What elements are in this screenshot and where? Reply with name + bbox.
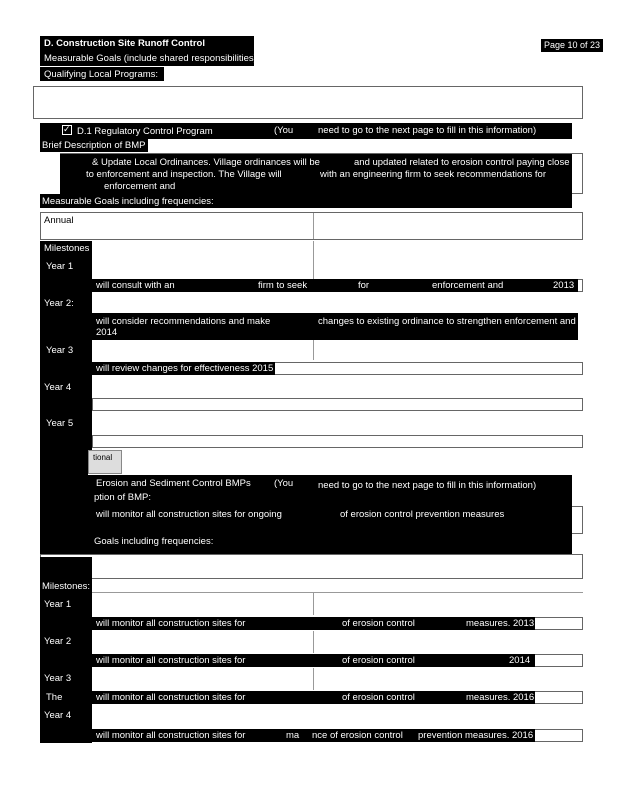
bmp2-note: need to go to the next page to fill in this information) xyxy=(318,480,537,491)
bmp2-desc-b: of erosion control prevention measures xyxy=(340,509,505,520)
bmp2-year3-a: will monitor all construction sites for xyxy=(96,692,246,703)
bmp1-title xyxy=(62,125,213,138)
bmp1-year2-c: 2014 xyxy=(96,327,118,338)
measurable-goals-label: Measurable Goals (include shared responsibilities) xyxy=(44,53,257,64)
bmp2-year1-label: Year 1 xyxy=(44,599,72,610)
bmp1-year5-label: Year 5 xyxy=(46,418,74,429)
bmp2-year3-prefix: The xyxy=(46,692,63,703)
qualifying-programs-field[interactable] xyxy=(33,86,583,119)
bmp1-note: need to go to the next page to fill in this information) xyxy=(318,125,537,136)
bmp1-goals-label: Measurable Goals including frequencies: xyxy=(42,196,214,207)
bmp1-milestones: Milestones xyxy=(44,243,90,254)
bmp2-left-column-upper xyxy=(40,450,88,480)
bmp1-year1-a: will consult with an xyxy=(96,280,175,291)
bmp1-annual-label: Annual xyxy=(44,215,74,226)
qualifying-label: Qualifying Local Programs: xyxy=(44,69,159,80)
bmp2-year1-a: will monitor all construction sites for xyxy=(96,618,246,629)
bmp2-year4-a: will monitor all construction sites for xyxy=(96,730,246,741)
bmp1-year1-d: enforcement and xyxy=(432,280,504,291)
bmp2-note-you: (You xyxy=(274,478,294,489)
bmp1-year1-b: firm to seek xyxy=(258,280,308,291)
bmp1-year2-label: Year 2: xyxy=(44,298,74,309)
bmp1-year3-label: Year 3 xyxy=(46,345,74,356)
bmp2-year2-c: 2014 xyxy=(509,655,531,666)
bmp2-year2-label: Year 2 xyxy=(44,636,72,647)
bmp1-title-text: D.1 Regulatory Control Program xyxy=(77,126,213,137)
bmp2-year2-b: of erosion control xyxy=(342,655,415,666)
bmp2-divider-3 xyxy=(313,668,314,690)
bmp2-goals-label: Goals including frequencies: xyxy=(94,536,214,547)
bmp2-goals-field[interactable] xyxy=(40,554,583,579)
bmp1-year2-a: will consider recommendations and make xyxy=(96,316,271,327)
bmp2-year3-c: measures. 2016 xyxy=(466,692,535,703)
annual-divider xyxy=(313,213,314,239)
bmp1-year4-label: Year 4 xyxy=(44,382,72,393)
milestones-divider-2 xyxy=(313,340,314,360)
bmp1-year2-b: changes to existing ordinance to strengthen enforcement and xyxy=(318,316,576,327)
bmp1-year3-a: will review changes for effectiveness 2015 xyxy=(96,363,274,374)
bmp2-desc-a: will monitor all construction sites for ongoing xyxy=(96,509,282,520)
bmp2-year4-c: nce of erosion control xyxy=(312,730,403,741)
optional-bmp-tab[interactable] xyxy=(88,450,122,474)
bmp2-desc-label: ption of BMP: xyxy=(94,492,152,503)
bmp1-desc-line2a: to enforcement and inspection. The Village will xyxy=(86,169,282,180)
bmp2-year4-prefix-redaction xyxy=(40,729,92,743)
bmp2-year2-a: will monitor all construction sites for xyxy=(96,655,246,666)
section-title: D. Construction Site Runoff Control xyxy=(44,38,205,49)
bmp2-year4-b: ma xyxy=(286,730,300,741)
milestones-divider xyxy=(313,241,314,281)
bmp2-title: Erosion and Sediment Control BMPs xyxy=(96,478,251,489)
bmp1-year4-field[interactable] xyxy=(92,398,583,411)
bmp1-year5-field[interactable] xyxy=(92,435,583,448)
bmp2-year3-label: Year 3 xyxy=(44,673,72,684)
bmp1-desc-label: Brief Description of BMP xyxy=(42,140,146,151)
page-indicator: Page 10 of 23 xyxy=(541,39,603,52)
bmp1-desc-line1a: & Update Local Ordinances. Village ordinances will be xyxy=(92,157,320,168)
optional-bmp-tab-label: tional xyxy=(93,453,113,462)
bmp1-year1-label: Year 1 xyxy=(46,261,74,272)
bmp2-divider-2 xyxy=(313,631,314,653)
bmp2-milestones: Milestones: xyxy=(42,581,91,592)
bmp2-divider xyxy=(313,593,314,615)
bmp2-year4-d: prevention measures. 2016 xyxy=(418,730,534,741)
bmp1-desc-line2b: with an engineering firm to seek recommendations for xyxy=(320,169,547,180)
bmp1-checkbox[interactable] xyxy=(62,125,72,135)
bmp1-year1-e: 2013 xyxy=(553,280,575,291)
bmp1-year1-c: for xyxy=(358,280,370,291)
bmp1-desc-line3: enforcement and xyxy=(104,181,176,192)
bmp2-year1-b: of erosion control xyxy=(342,618,415,629)
bmp2-milestones-line xyxy=(92,592,583,593)
bmp2-year3-b: of erosion control xyxy=(342,692,415,703)
bmp2-year1-c: measures. 2013 xyxy=(466,618,535,629)
bmp1-annual-field[interactable] xyxy=(40,212,583,240)
bmp1-note-you: (You xyxy=(274,125,294,136)
bmp2-year4-label: Year 4 xyxy=(44,710,72,721)
bmp1-desc-line1b: and updated related to erosion control paying close xyxy=(354,157,570,168)
